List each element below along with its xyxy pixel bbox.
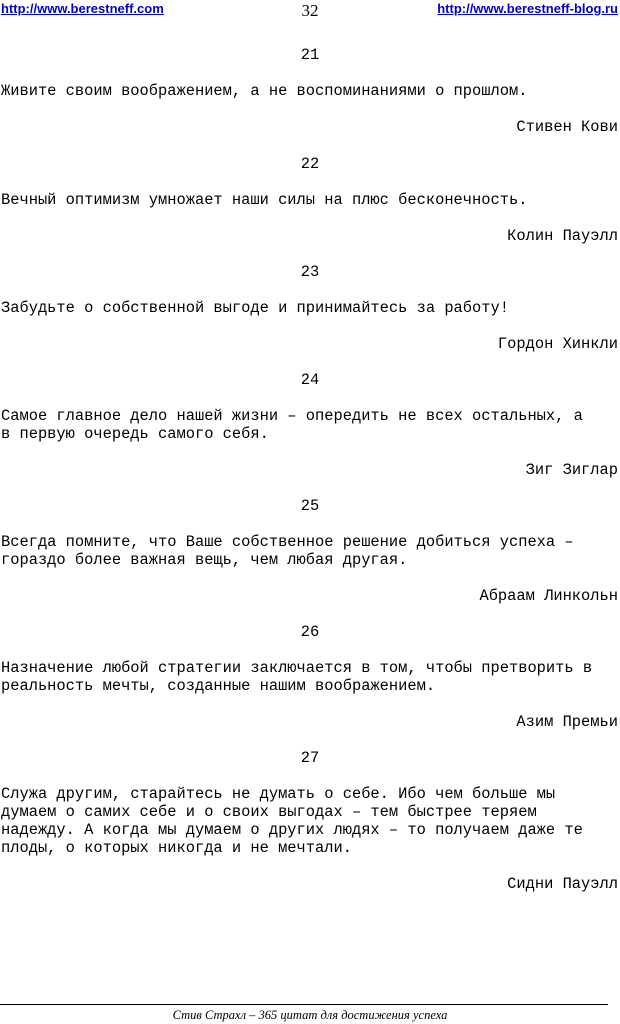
quote-number: 25: [300, 497, 320, 515]
quote-block-22: [0, 155, 620, 245]
quote-block-25: [0, 497, 620, 605]
quote-number: 27: [300, 749, 320, 767]
quote-author: Сидни Пауэлл: [507, 875, 618, 893]
quote-author: Гордон Хинкли: [497, 335, 618, 353]
quote-number: 23: [300, 263, 320, 281]
quote-text: Назначение любой стратегии заключается в том, чтобы претворить в реальность мечты, созданные нашим воображением.: [1, 659, 593, 695]
footer-book-title: Стив Страхл – 365 цитат для достижения успеха: [172, 1008, 448, 1022]
quote-block-24: [0, 371, 620, 479]
quote-block-26: [0, 623, 620, 731]
quote-text: Забудьте о собственной выгоде и принимайтесь за работу!: [1, 299, 509, 317]
quote-text: Служа другим, старайтесь не думать о себе. Ибо чем больше мы думаем о самих себе и о своих выгодах – тем быстрее теряем надежду. А когда мы думаем о других людях – то получаем даже те плоды, о которых никогда и не мечтали.: [1, 785, 583, 857]
header-link-berestneff[interactable]: http://www.berestneff.com: [1, 1, 164, 16]
quote-author: Зиг Зиглар: [525, 461, 618, 479]
page-number: 32: [301, 1, 319, 20]
quote-number: 21: [300, 46, 320, 64]
quote-author: Абраам Линкольн: [479, 587, 618, 605]
quote-author: Стивен Кови: [516, 118, 618, 136]
quote-block-23: [0, 263, 620, 353]
quote-number: 26: [300, 623, 320, 641]
quote-text: Самое главное дело нашей жизни – опередить не всех остальных, а в первую очередь самого себя.: [1, 407, 583, 443]
header-link-berestneff-blog[interactable]: http://www.berestneff-blog.ru: [437, 1, 618, 16]
quote-author: Колин Пауэлл: [507, 227, 618, 245]
footer-divider: [0, 1004, 608, 1005]
quote-number: 24: [300, 371, 320, 389]
quote-block-21: [0, 46, 620, 136]
quote-text: Вечный оптимизм умножает наши силы на плюс бесконечность.: [1, 191, 528, 209]
quote-text: Всегда помните, что Ваше собственное решение добиться успеха – гораздо более важная вещь, чем любая другая.: [1, 533, 574, 569]
quote-block-27: [0, 749, 620, 893]
quote-text: Живите своим воображением, а не воспоминаниями о прошлом.: [1, 82, 528, 100]
quote-number: 22: [300, 155, 320, 173]
quote-author: Азим Премьи: [516, 713, 618, 731]
